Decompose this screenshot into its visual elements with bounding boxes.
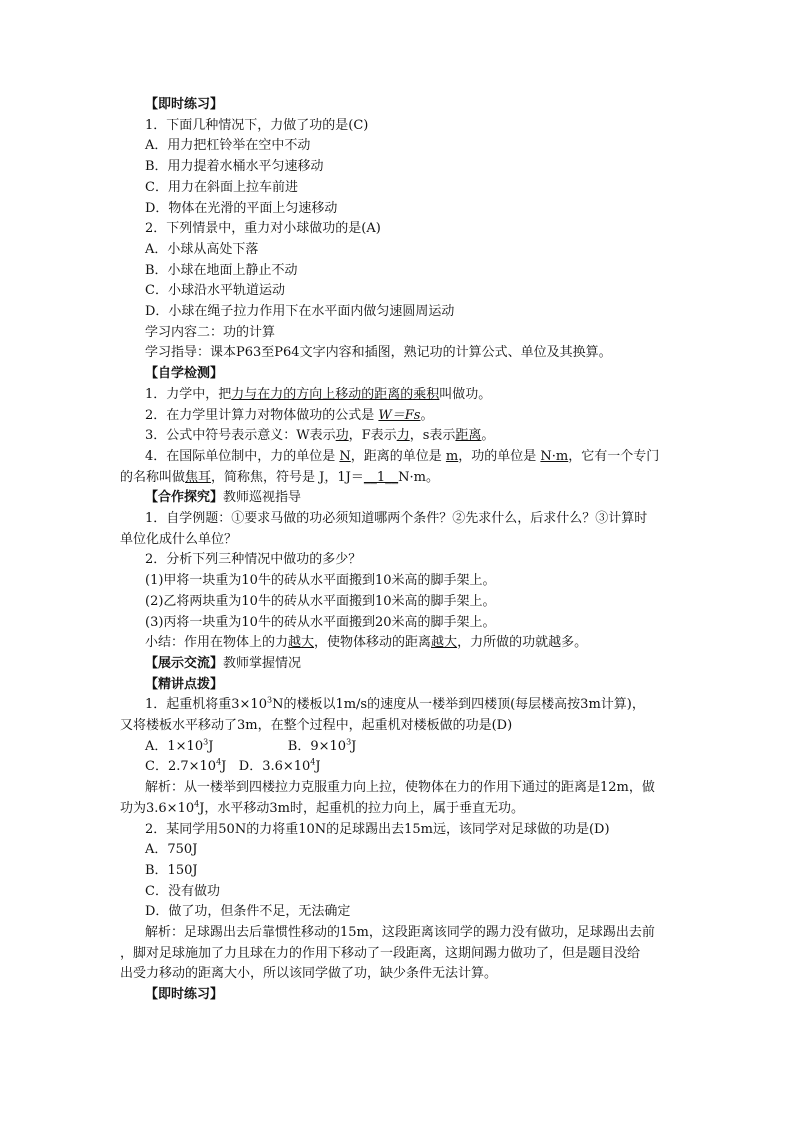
text-segment: W＝Fs bbox=[378, 407, 421, 423]
text-line: A．小球从高处下落 bbox=[145, 241, 259, 257]
text-line bbox=[120, 468, 439, 488]
text-segment: __1__ bbox=[363, 469, 399, 485]
text-segment: 教师掌握情况 bbox=[223, 655, 302, 671]
text-segment: C．2.7×10 bbox=[145, 759, 217, 775]
text-line: C．没有做功 bbox=[145, 883, 220, 899]
text-line: D．做了功，但条件不足，无法确定 bbox=[145, 904, 351, 920]
text-segment: 。 bbox=[420, 407, 434, 423]
text-line bbox=[145, 737, 356, 757]
text-line: (1)甲将一块重为10牛的砖从水平面搬到10米高的脚手架上。 bbox=[145, 573, 496, 589]
text-segment: 1．起重机将重3×10 bbox=[145, 697, 267, 713]
text-line bbox=[145, 757, 321, 777]
text-segment: J bbox=[351, 738, 357, 754]
text-line: B．150J bbox=[145, 862, 198, 878]
text-segment: N·m bbox=[540, 448, 569, 464]
text-segment: N bbox=[339, 448, 351, 464]
text-segment: 功为3.6×10 bbox=[120, 800, 195, 816]
text-line: (2)乙将两块重为10牛的砖从水平面搬到10米高的脚手架上。 bbox=[145, 593, 496, 609]
text-line: 出受力移动的距离大小，所以该同学做了功，缺少条件无法计算。 bbox=[120, 966, 498, 982]
text-line: 【精讲点拨】 bbox=[145, 676, 224, 692]
text-segment: 越大 bbox=[288, 635, 315, 651]
text-line: 2．下列情景中，重力对小球做功的是(A) bbox=[145, 221, 381, 237]
text-segment: ，力所做的功就越多。 bbox=[457, 635, 588, 651]
text-line bbox=[145, 426, 494, 446]
text-line bbox=[145, 695, 645, 715]
text-line: 1．自学例题：①要求马做的功必须知道哪两个条件？②先求什么，后求什么？③计算时 bbox=[145, 511, 648, 526]
text-line: B．小球在地面上静止不动 bbox=[145, 262, 298, 278]
text-segment: ，1J＝ bbox=[324, 469, 364, 485]
text-segment: 焦耳 bbox=[185, 469, 212, 485]
text-segment: N的楼板以1m/s的速度从一楼举到四楼顶(每层楼高按3m计算)， bbox=[272, 697, 645, 713]
text-segment: ，使物体移动的距离 bbox=[314, 635, 432, 651]
text-segment: N·m。 bbox=[398, 469, 439, 485]
text-line: ，脚对足球施加了力且球在力的作用下移动了一段距离，这期间踢力做功了，但是题目没给 bbox=[120, 945, 641, 961]
text-segment: J bbox=[315, 759, 321, 775]
text-segment: 教师巡视指导 bbox=[223, 490, 302, 506]
text-segment: ，它有一个专门 bbox=[568, 448, 660, 464]
text-segment: m bbox=[445, 448, 459, 464]
text-line: 解析：从一楼举到四楼拉力克服重力向上拉，使物体在力的作用下通过的距离是12m，做 bbox=[145, 780, 655, 796]
superscript: 3 bbox=[266, 695, 273, 705]
text-segment: 2．在力学里计算力对物体做功的公式是 bbox=[145, 407, 379, 423]
text-line: B．用力提着水桶水平匀速移动 bbox=[145, 159, 324, 175]
text-line: 解析：足球踢出去后靠惯性移动的15m，这段距离该同学的踢力没有做功，足球踢出去前 bbox=[145, 925, 655, 940]
text-line: 【即时练习】 bbox=[145, 97, 224, 112]
text-segment: ，功的单位是 bbox=[458, 448, 541, 464]
text-segment: 力与在力的方向上移动的距离的乘积 bbox=[231, 386, 440, 402]
text-line: D．小球在绳子拉力作用下在水平面内做匀速圆周运动 bbox=[145, 304, 455, 319]
text-line: (3)丙将一块重为10牛的砖从水平面搬到20米高的脚手架上。 bbox=[145, 614, 496, 630]
text-line: 2．分析下列三种情况中做功的多少？ bbox=[145, 552, 362, 568]
text-segment: ，F表示 bbox=[348, 428, 397, 444]
text-segment: 叫做功。 bbox=[439, 386, 492, 402]
text-line bbox=[145, 447, 659, 467]
text-line: D．物体在光滑的平面上匀速移动 bbox=[145, 200, 338, 216]
text-line: 学习内容二：功的计算 bbox=[145, 324, 276, 340]
text-segment: ，距离的单位是 bbox=[350, 448, 446, 464]
text-line bbox=[120, 799, 524, 819]
text-segment: 。 bbox=[481, 428, 495, 444]
text-line: A．用力把杠铃举在空中不动 bbox=[145, 138, 311, 154]
superscript: 4 bbox=[310, 758, 316, 768]
superscript: 4 bbox=[194, 799, 200, 809]
superscript: 3 bbox=[203, 737, 209, 747]
text-segment: 的名称叫做 bbox=[120, 469, 186, 485]
text-line: A．750J bbox=[145, 842, 198, 858]
text-segment: 3．公式中符号表示意义：W表示 bbox=[145, 428, 336, 444]
text-segment: 距离 bbox=[455, 428, 482, 444]
superscript: 4 bbox=[216, 758, 222, 768]
superscript: 3 bbox=[346, 737, 352, 747]
text-line bbox=[145, 654, 301, 674]
text-segment: J bbox=[319, 469, 325, 485]
text-line bbox=[145, 406, 433, 426]
text-line: 学习指导：课本P63至P64文字内容和插图，熟记功的计算公式、单位及其换算。 bbox=[145, 345, 612, 361]
text-line: C．小球沿水平轨道运动 bbox=[145, 283, 285, 299]
text-segment: ，s表示 bbox=[409, 428, 456, 444]
text-line: 单位化成什么单位？ bbox=[120, 531, 238, 547]
text-segment: J，水平移动3m时，起重机的拉力向上，属于垂直无功。 bbox=[199, 800, 525, 816]
text-segment: 功 bbox=[335, 428, 349, 444]
text-segment: J B．9×10 bbox=[208, 738, 347, 754]
text-line: 2．某同学用50N的力将重10N的足球踢出去15m远，该同学对足球做的功是(D) bbox=[145, 821, 610, 837]
text-segment: 4．在国际单位制中，力的单位是 bbox=[145, 448, 340, 464]
text-segment: 力 bbox=[396, 428, 410, 444]
text-segment: 小结：作用在物体上的力 bbox=[145, 635, 289, 651]
text-line: C．用力在斜面上拉车前进 bbox=[145, 179, 298, 195]
text-segment: 1．力学中，把 bbox=[145, 386, 232, 402]
text-segment: 【展示交流】 bbox=[145, 655, 224, 671]
text-segment: 【合作探究】 bbox=[145, 490, 224, 506]
text-segment: 越大 bbox=[431, 635, 458, 651]
text-line bbox=[145, 488, 301, 508]
text-line: 【自学检测】 bbox=[145, 366, 224, 382]
text-line bbox=[145, 633, 587, 653]
text-line bbox=[145, 385, 491, 405]
text-segment: A．1×10 bbox=[145, 738, 204, 754]
text-line: 【即时练习】 bbox=[145, 987, 224, 1003]
text-line: 1．下面几种情况下，力做了功的是(C) bbox=[145, 117, 369, 133]
text-segment: J D．3.6×10 bbox=[221, 759, 311, 775]
text-segment: ，简称焦，符号是 bbox=[211, 469, 320, 485]
text-line: 又将楼板水平移动了3m，在整个过程中，起重机对楼板做的功是(D) bbox=[120, 718, 513, 733]
